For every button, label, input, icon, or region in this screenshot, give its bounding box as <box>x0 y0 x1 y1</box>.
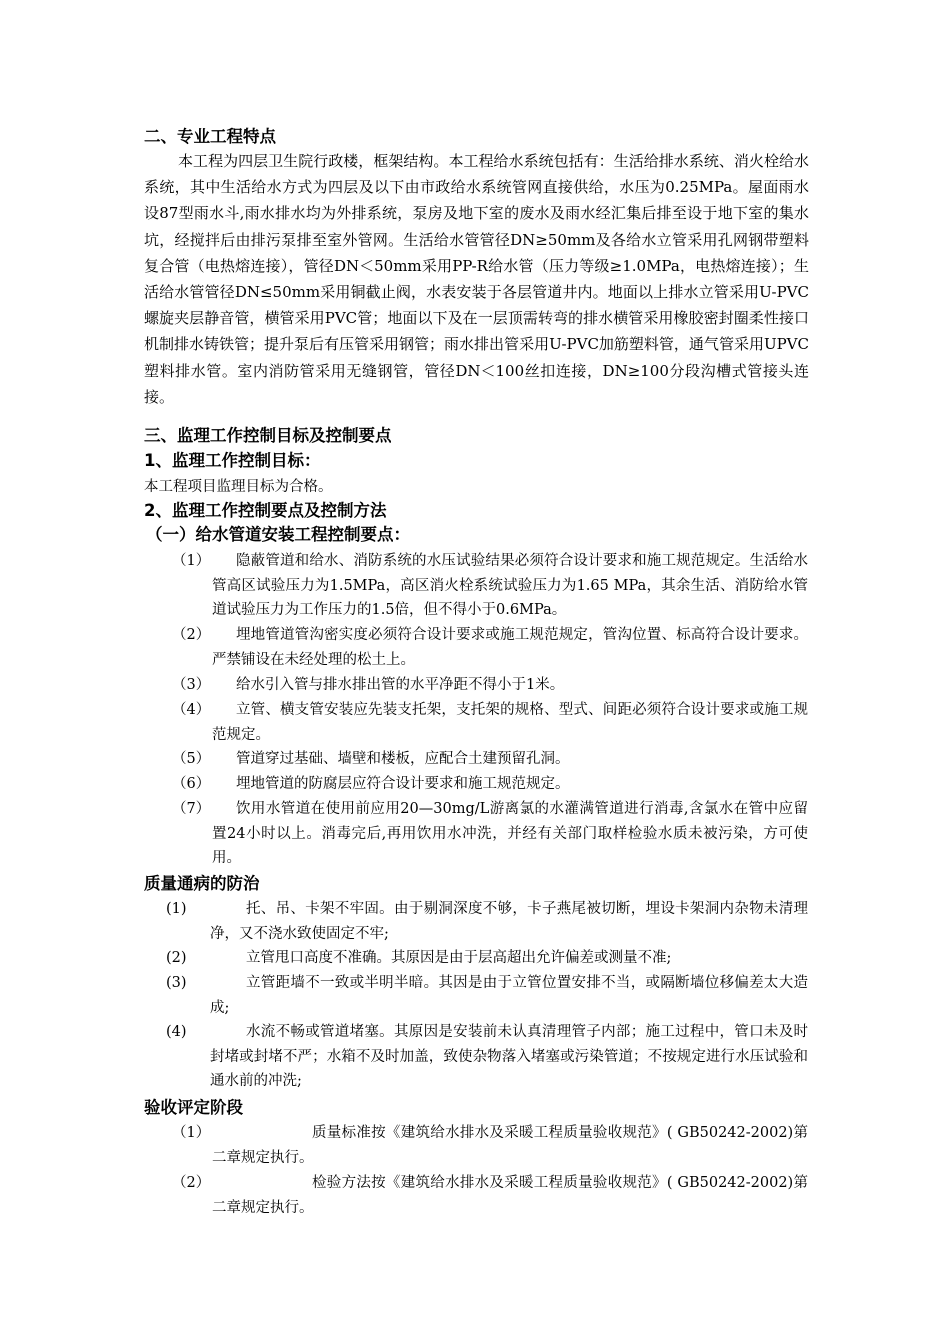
list-item <box>166 946 808 971</box>
list-item <box>172 747 808 772</box>
section-heading-engineering-features: 二、专业工程特点 <box>144 127 276 146</box>
engineering-features-text: 本工程为四层卫生院行政楼，框架结构。本工程给水系统包括有：生活给排水系统、消火栓给水系统，其中生活给水方式为四层及以下由市政给水系统管网直接供给，水压为0.25MPa。屋面雨水设87型雨水斗,雨水排水均为外排系统，泵房及地下室的废水及雨水经汇集后排至设于地下室的集水坑，经搅拌后由排污泵排至室外管网。生活给水管管径DN≥50mm及各给水立管采用孔网钢带塑料复合管（电热熔连接），管径DN＜50mm采用PP-R给水管（压力等级≥1.0MPa，电热熔连接）；生活给水管管径DN≤50mm采用铜截止阀，水表安装于各层管道井内。地面以上排水立管采用U-PVC螺旋夹层静音管，横管采用PVC管；地面以下及在一层顶需转弯的排水横管采用橡胶密封圈柔性接口机制排水铸铁管；提升泵后有压管采用钢管；雨水排出管采用U-PVC加筋塑料管，通气管采用UPVC塑料排水管。室内消防管采用无缝钢管，管径DN＜100丝扣连接，DN≥100分段沟槽式管接头连接。 <box>144 152 809 406</box>
list-item <box>172 673 808 698</box>
list-item-number: (3) <box>166 975 187 991</box>
list-item-text: 立管甩口高度不准确。其原因是由于层高超出允许偏差或测量不准; <box>246 950 672 966</box>
list-item-text: 水流不畅或管道堵塞。其原因是安装前未认真清理管子内部；施工过程中，管口未及时封堵或封堵不严；水箱不及时加盖，致使杂物落入堵塞或污染管道；不按规定进行水压试验和通水前的冲洗; <box>210 1024 808 1089</box>
list-item-number: （2） <box>172 1175 211 1191</box>
list-item-text: 立管距墙不一致或半明半暗。其因是由于立管位置安排不当，或隔断墙位移偏差太大造成; <box>210 975 808 1016</box>
list-item <box>166 971 808 1020</box>
list-item-number: （1） <box>172 1125 211 1141</box>
list-item-text: 检验方法按《建筑给水排水及采暖工程质量验收规范》( GB50242-2002)第二章规定执行。 <box>212 1175 808 1216</box>
list-item-number: （4） <box>172 702 211 718</box>
list-item-number: (2) <box>166 950 187 966</box>
list-item-text: 质量标准按《建筑给水排水及采暖工程质量验收规范》( GB50242-2002)第二章规定执行。 <box>212 1125 808 1166</box>
list-item <box>172 1121 808 1170</box>
list-item-number: （3） <box>172 677 211 693</box>
list-item-number: （2） <box>172 627 211 643</box>
section-heading-quality-defects: 质量通病的防治 <box>144 874 260 893</box>
list-item <box>166 897 808 946</box>
subheading-control-target: 1、监理工作控制目标： <box>144 451 321 470</box>
list-item-text: 埋地管道管沟密实度必须符合设计要求或施工规范规定，管沟位置、标高符合设计要求。严禁铺设在未经处理的松土上。 <box>212 627 808 668</box>
list-item-number: （5） <box>172 751 211 767</box>
list-item <box>172 797 808 871</box>
list-item-text: 托、吊、卡架不牢固。由于剔洞深度不够，卡子燕尾被切断，埋设卡架洞内杂物未清理净，又不浇水致使固定不牢; <box>210 901 808 942</box>
list-item-text: 饮用水管道在使用前应用20—30mg/L游离氯的水灌满管道进行消毒,含氯水在管中应留置24小时以上。消毒完后,再用饮用水冲洗，并经有关部门取样检验水质未被污染，方可使用。 <box>212 801 808 866</box>
subheading-water-pipe-control-points: （一）给水管道安装工程控制要点： <box>146 525 410 544</box>
list-item-number: （1） <box>172 553 211 569</box>
list-item <box>166 1020 808 1094</box>
section-heading-control-objectives: 三、监理工作控制目标及控制要点 <box>144 426 392 445</box>
list-item-number: (4) <box>166 1024 187 1040</box>
engineering-features-paragraph <box>144 148 809 410</box>
list-item-text: 隐蔽管道和给水、消防系统的水压试验结果必须符合设计要求和施工规范规定。生活给水管高区试验压力为1.5MPa，高区消火栓系统试验压力为1.65 MPa，其余生活、消防给水管道试验压力为工作压力的1.5倍，但不得小于0.6MPa。 <box>212 553 808 618</box>
list-item <box>172 698 808 747</box>
list-item-text: 管道穿过基础、墙壁和楼板，应配合土建预留孔洞。 <box>236 751 570 767</box>
list-item <box>172 1171 808 1220</box>
list-item-text: 给水引入管与排水排出管的水平净距不得小于1米。 <box>236 677 565 693</box>
list-item-number: （7） <box>172 801 211 817</box>
list-item-text: 埋地管道的防腐层应符合设计要求和施工规范规定。 <box>236 776 570 792</box>
list-item <box>172 772 808 797</box>
list-item-number: (1) <box>166 901 187 917</box>
section-heading-acceptance: 验收评定阶段 <box>144 1098 243 1117</box>
subheading-control-methods: 2、监理工作控制要点及控制方法 <box>144 501 387 520</box>
control-target-text: 本工程项目监理目标为合格。 <box>144 479 333 495</box>
list-item <box>172 623 808 672</box>
list-item-number: （6） <box>172 776 211 792</box>
list-item-text: 立管、横支管安装应先装支托架，支托架的规格、型式、间距必须符合设计要求或施工规范规定。 <box>212 702 808 743</box>
list-item <box>172 549 808 623</box>
